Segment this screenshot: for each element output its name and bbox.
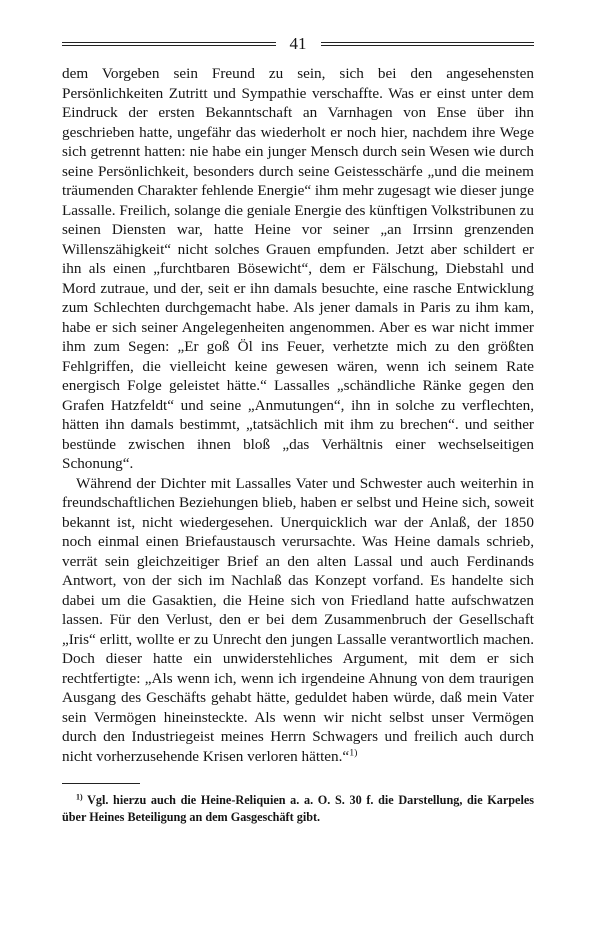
footnote <box>62 792 534 826</box>
footnote-text: Vgl. hierzu auch die Heine-Reliquien a. a. O. S. 30 f. die Darstellung, die Karpeles über Heines Beteiligung an dem Gasgeschäft gibt. <box>62 793 534 824</box>
footnote-reference: 1) <box>349 747 358 759</box>
body-text <box>62 64 534 766</box>
page-header <box>62 36 534 52</box>
footnote-marker: 1) <box>76 792 83 802</box>
footnote-separator <box>62 783 140 784</box>
page-number: 41 <box>289 34 307 53</box>
header-rule-left <box>62 42 276 46</box>
header-rule-right <box>321 42 535 46</box>
paragraph-2-text: Während der Dichter mit Lassalles Vater und Schwester auch weiterhin in freundschaftlichen Beziehungen blieb, haben er selbst und Heine sich, soweit bekannt ist, nicht wiedergesehen. Unerquicklich war der Anlaß, der 1850 noch einmal einen Briefaustausch verursachte. Was Heine damals schrieb, verrät sein gleichzeitiger Brief an den alten Lassal und auch Ferdinands Antwort, von der sich im Nachlaß das Konzept vorfand. Es handelte sich dabei um die Gasaktien, die Heine sich von Friedland hatte aufschwatzen lassen. Für den Verlust, den er bei dem Zusammenbruch der Gesellschaft „Iris“ erlitt, wollte er zu Unrecht den jungen Lassalle verantwortlich machen. Doch dieser hatte ein unwiderstehliches Argument, mit dem er sich rechtfertigte: „Als wenn ich, wenn ich irgendeine Ahnung von dem traurigen Ausgang des Geschäfts gehabt hätte, geduldet haben würde, daß mein Vater sein Vermögen hineinsteckte. Als wenn wir nicht selbst unser Vermögen durch den Industriegeist meines Herrn Schwagers und freilich auch durch nicht vorherzusehende Krisen verloren hätten.“ <box>62 474 534 765</box>
paragraph-2 <box>62 474 534 767</box>
paragraph-1: dem Vorgeben sein Freund zu sein, sich bei den angesehensten Persönlichkeiten Zutritt und Sympathie verschaffte. Was er einst unter dem Eindruck der ersten Bekanntschaft an Varnhagen von Ense über ihn geschrieben hatte, ungefähr das wiederholt er noch hier, nachdem ihre Wege sich getrennt hatten: nie habe ein junger Mensch durch sein Wesen wie durch seine Persönlichkeit, besonders durch seine Geistesschärfe „und die meinem träumenden Charakter fehlende Energie“ ihm mehr zugesagt wie dieser junge Lassalle. Freilich, solange die geniale Energie des künftigen Volkstribunen zu seinen Diensten war, hatte Heine vor seiner „an Irrsinn grenzenden Willenszähigkeit“ nicht solches Grauen empfunden. Jetzt aber schildert er ihn als einen „furchtbaren Bösewicht“, dem er Fälschung, Diebstahl und Mord zutraue, und der, seit er ihn damals besuchte, eine rasche Entwicklung zum Schlechten durchgemacht habe. Als jener damals in Paris zu ihm kam, habe er sich seiner Angelegenheiten angenommen. Aber es war nicht immer ihm zum Segen: „Er goß Öl ins Feuer, verhetzte mich zu den größten Fehlgriffen, die vielleicht keine gewesen wären, wenn ich seinem Rate energisch Folge geleistet hätte.“ Lassalles „schändliche Ränke gegen den Grafen Hatzfeldt“ und seine „Anmutungen“, ihn in solche zu verflechten, hätten ihn damals bestimmt, „tatsächlich mit ihm zu brechen“. und seither bestünde zwischen ihnen bloß „das Verhältnis einer wechselseitigen Schonung“. <box>62 65 534 472</box>
